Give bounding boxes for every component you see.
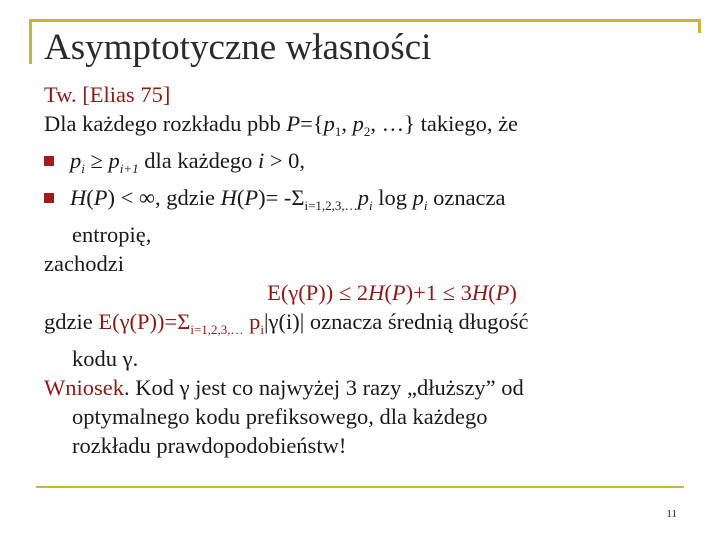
var-p: p xyxy=(108,148,120,173)
slide-body xyxy=(44,80,684,460)
definition-text: gdzie xyxy=(44,309,99,334)
intro-text: Dla każdego rozkładu pbb xyxy=(44,111,287,136)
subscript: i xyxy=(260,322,265,337)
corollary-line-2: optymalnego kodu prefiksowego, dla każdego xyxy=(72,404,488,429)
bullet-text: )= -Σ xyxy=(258,185,305,210)
bullet-text: log xyxy=(372,185,413,210)
definition-text: |γ(i)| oznacza średnią długość xyxy=(264,309,529,334)
subscript: 1 xyxy=(334,124,342,139)
bullet-text: > 0, xyxy=(264,148,306,173)
subscript: i+1 xyxy=(119,161,139,176)
conclusion-text: zachodzi xyxy=(44,251,124,276)
formula-text: )+1 ≤ 3 xyxy=(405,280,472,305)
expectation-expression: E(γ(P))=Σ xyxy=(98,309,191,334)
bullet-text: dla każdego xyxy=(138,148,258,173)
subscript: i=1,2,3,… xyxy=(304,198,358,213)
bullet-item-entropy xyxy=(44,183,684,220)
top-frame-line xyxy=(29,19,700,22)
main-formula xyxy=(44,278,684,307)
theorem-reference: Tw. [Elias 75] xyxy=(44,82,171,107)
corollary-text: . Kod γ jest co najwyżej 3 razy „dłuższy” od xyxy=(123,375,524,400)
right-frame-tick xyxy=(698,19,701,33)
var-H: H xyxy=(220,185,237,210)
square-bullet-icon xyxy=(44,156,54,166)
formula-text: ) xyxy=(509,280,517,305)
var-p: p xyxy=(352,111,364,136)
theorem-intro xyxy=(44,109,684,146)
bullet-text: ) < ∞, gdzie xyxy=(107,185,221,210)
expectation-definition xyxy=(44,307,684,344)
subscript: i xyxy=(423,198,428,213)
formula-text: E(γ(P)) ≤ 2 xyxy=(267,280,369,305)
slide-title: Asymptotyczne własności xyxy=(44,27,432,68)
formula-text: ( xyxy=(488,280,496,305)
left-frame-line xyxy=(29,20,32,64)
intro-text: , xyxy=(341,111,353,136)
subscript: i xyxy=(81,161,85,176)
var-P: P xyxy=(391,280,406,305)
var-i: i xyxy=(257,148,265,173)
bullet-text: ( xyxy=(236,185,245,210)
var-p: p xyxy=(357,185,369,210)
var-p: p xyxy=(70,148,82,173)
subscript: i=1,2,3,… xyxy=(190,322,244,337)
intro-text: , …} takiego, że xyxy=(370,111,519,136)
bullet-item-monotone xyxy=(44,146,684,183)
corollary-line-3: rozkładu prawdopodobieństw! xyxy=(72,433,347,458)
var-P: P xyxy=(93,185,108,210)
subscript: i xyxy=(368,198,373,213)
var-P: P xyxy=(286,111,301,136)
bullet-text: ( xyxy=(86,185,94,210)
corollary xyxy=(44,373,684,402)
var-p: p xyxy=(412,185,424,210)
subscript: 2 xyxy=(363,124,371,139)
bullet-text: oznacza xyxy=(427,185,506,210)
var-p: p xyxy=(323,111,335,136)
intro-text: ={ xyxy=(300,111,324,136)
square-bullet-icon xyxy=(44,193,54,203)
var-P: P xyxy=(495,280,510,305)
var-H: H xyxy=(70,185,87,210)
var-H: H xyxy=(368,280,385,305)
bullet-item-entropy-continued: entropię, xyxy=(72,222,152,247)
formula-text: ( xyxy=(384,280,392,305)
operator: ≥ xyxy=(84,148,109,173)
var-H: H xyxy=(471,280,489,305)
var-P: P xyxy=(244,185,259,210)
page-number: 11 xyxy=(666,508,677,520)
corollary-label: Wniosek xyxy=(44,375,124,400)
footer-divider xyxy=(36,486,684,488)
expectation-definition-continued: kodu γ. xyxy=(72,346,139,371)
var-p: p xyxy=(243,309,261,334)
